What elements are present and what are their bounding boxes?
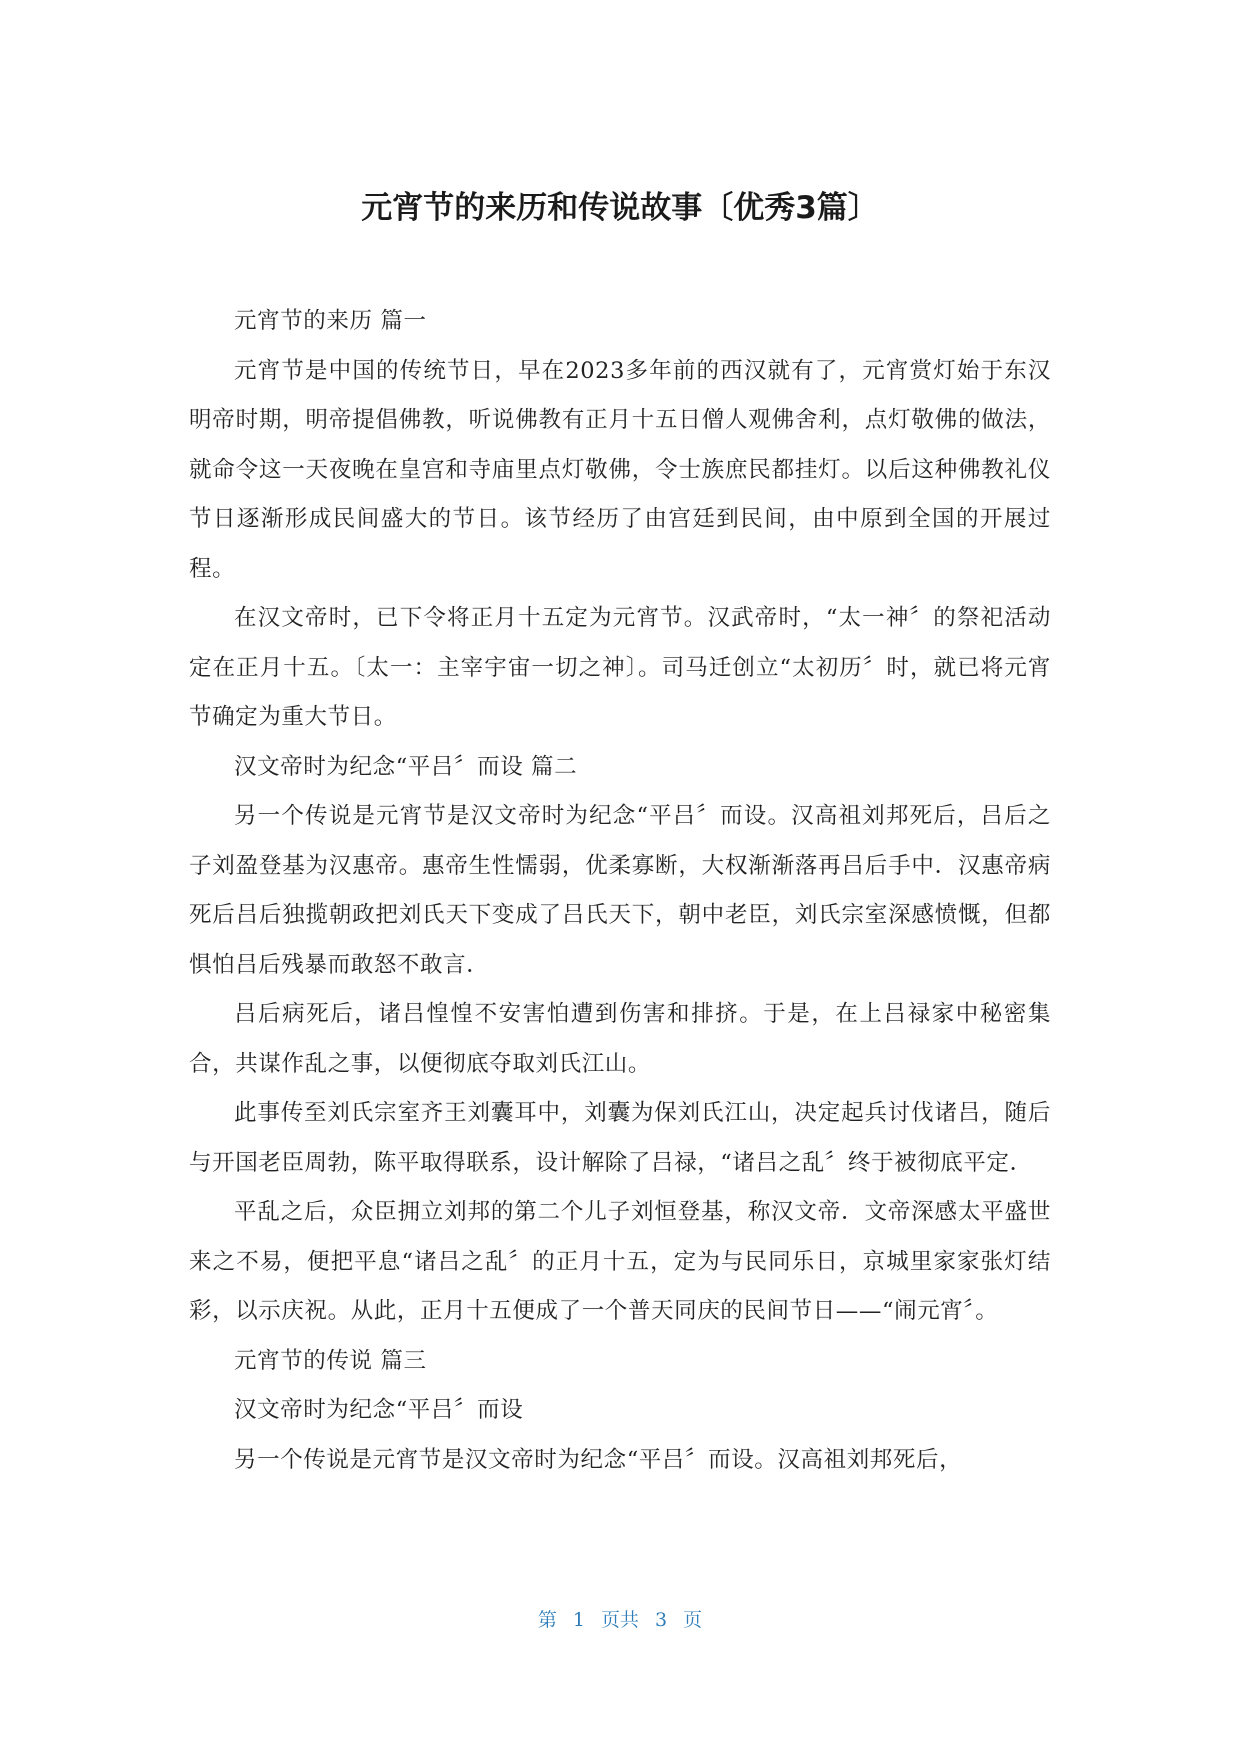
total-pages-number: 3 xyxy=(655,1609,668,1631)
paragraph: 吕后病死后，诸吕惶惶不安害怕遭到伤害和排挤。于是，在上吕禄家中秘密集合，共谋作乱之事，以便彻底夺取刘氏江山。 xyxy=(189,1001,1051,1077)
paragraph: 在汉文帝时，已下令将正月十五定为元宵节。汉武帝时，“太一神〞的祭祀活动定在正月十五。〔太一：主宰宇宙一切之神〕。司马迁创立“太初历〞时，就已将元宵节确定为重大节日。 xyxy=(189,605,1051,730)
paragraph: 平乱之后，众臣拥立刘邦的第二个儿子刘恒登基，称汉文帝．文帝深感太平盛世来之不易，便把平息“诸吕之乱〞的正月十五，定为与民同乐日，京城里家家张灯结彩，以示庆祝。从此，正月十五便成了一个普天同庆的民间节日——“闹元宵〞。 xyxy=(189,1199,1051,1324)
footer-middle: 页共 xyxy=(600,1609,639,1631)
paragraph: 此事传至刘氏宗室齐王刘囊耳中，刘囊为保刘氏江山，决定起兵讨伐诸吕，随后与开国老臣周勃，陈平取得联系，设计解除了吕禄，“诸吕之乱〞终于被彻底平定． xyxy=(189,1100,1051,1176)
paragraph: 另一个传说是元宵节是汉文帝时为纪念“平吕〞而设。汉高祖刘邦死后， xyxy=(234,1446,963,1473)
section-heading-1: 元宵节的来历 篇一 xyxy=(234,308,427,334)
footer-suffix: 页 xyxy=(683,1609,703,1631)
sub-heading: 汉文帝时为纪念“平吕〞而设 xyxy=(234,1397,524,1423)
current-page-number: 1 xyxy=(572,1609,585,1631)
page-footer xyxy=(0,1605,1240,1632)
paragraph: 元宵节是中国的传统节日，早在2023多年前的西汉就有了，元宵赏灯始于东汉明帝时期，明帝提倡佛教，听说佛教有正月十五日僧人观佛舍利，点灯敬佛的做法，就命令这一天夜晚在皇宫和寺庙里点灯敬佛，令士族庶民都挂灯。以后这种佛教礼仪节日逐渐形成民间盛大的节日。该节经历了由宫廷到民间，由中原到全国的开展过程。 xyxy=(189,357,1051,582)
paragraph: 另一个传说是元宵节是汉文帝时为纪念“平吕〞而设。汉高祖刘邦死后，吕后之子刘盈登基为汉惠帝。惠帝生性懦弱，优柔寡断，大权渐渐落再吕后手中．汉惠帝病死后吕后独揽朝政把刘氏天下变成了吕氏天下，朝中老臣，刘氏宗室深感愤慨，但都惧怕吕后残暴而敢怒不敢言． xyxy=(189,803,1051,978)
page-title: 元宵节的来历和传说故事〔优秀3篇〕 xyxy=(361,190,879,226)
section-heading-3: 元宵节的传说 篇三 xyxy=(234,1347,427,1374)
section-heading-2: 汉文帝时为纪念“平吕〞而设 篇二 xyxy=(234,753,578,780)
document-body xyxy=(189,297,1051,1485)
footer-prefix: 第 xyxy=(537,1609,557,1631)
